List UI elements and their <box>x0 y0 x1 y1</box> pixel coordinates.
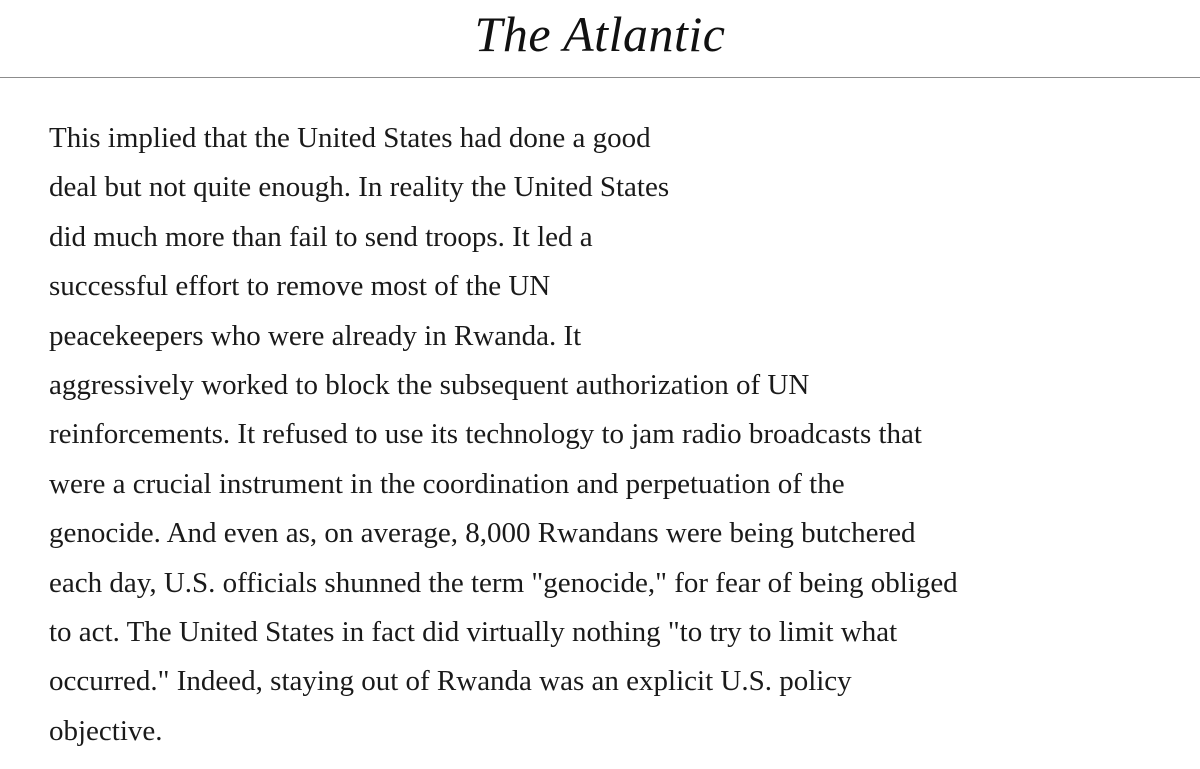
article-text-line: reinforcements. It refused to use its technology to jam radio broadcasts that <box>49 418 922 451</box>
article-text-line: occurred." Indeed, staying out of Rwanda was an explicit U.S. policy <box>49 665 852 698</box>
article-text-line: did much more than fail to send troops. It led a <box>49 220 593 253</box>
site-logo[interactable]: The Atlantic <box>474 6 726 62</box>
article-text-line: each day, U.S. officials shunned the term "genocide," for fear of being obliged <box>49 566 958 599</box>
article-text-line: genocide. And even as, on average, 8,000 Rwandans were being butchered <box>49 517 916 550</box>
article-body <box>49 114 1149 756</box>
article-text-line: peacekeepers who were already in Rwanda. It <box>49 319 582 352</box>
article-text-line: This implied that the United States had done a good <box>49 122 651 154</box>
article-text-line: to act. The United States in fact did virtually nothing "to try to limit what <box>49 616 898 649</box>
article-text-line: aggressively worked to block the subsequent authorization of UN <box>49 369 810 402</box>
article-text-line: were a crucial instrument in the coordination and perpetuation of the <box>49 467 845 500</box>
masthead <box>0 0 1200 78</box>
article-text-line: deal but not quite enough. In reality the United States <box>49 171 670 204</box>
article-text-line: successful effort to remove most of the UN <box>49 270 551 303</box>
article-text-line: objective. <box>49 714 163 747</box>
